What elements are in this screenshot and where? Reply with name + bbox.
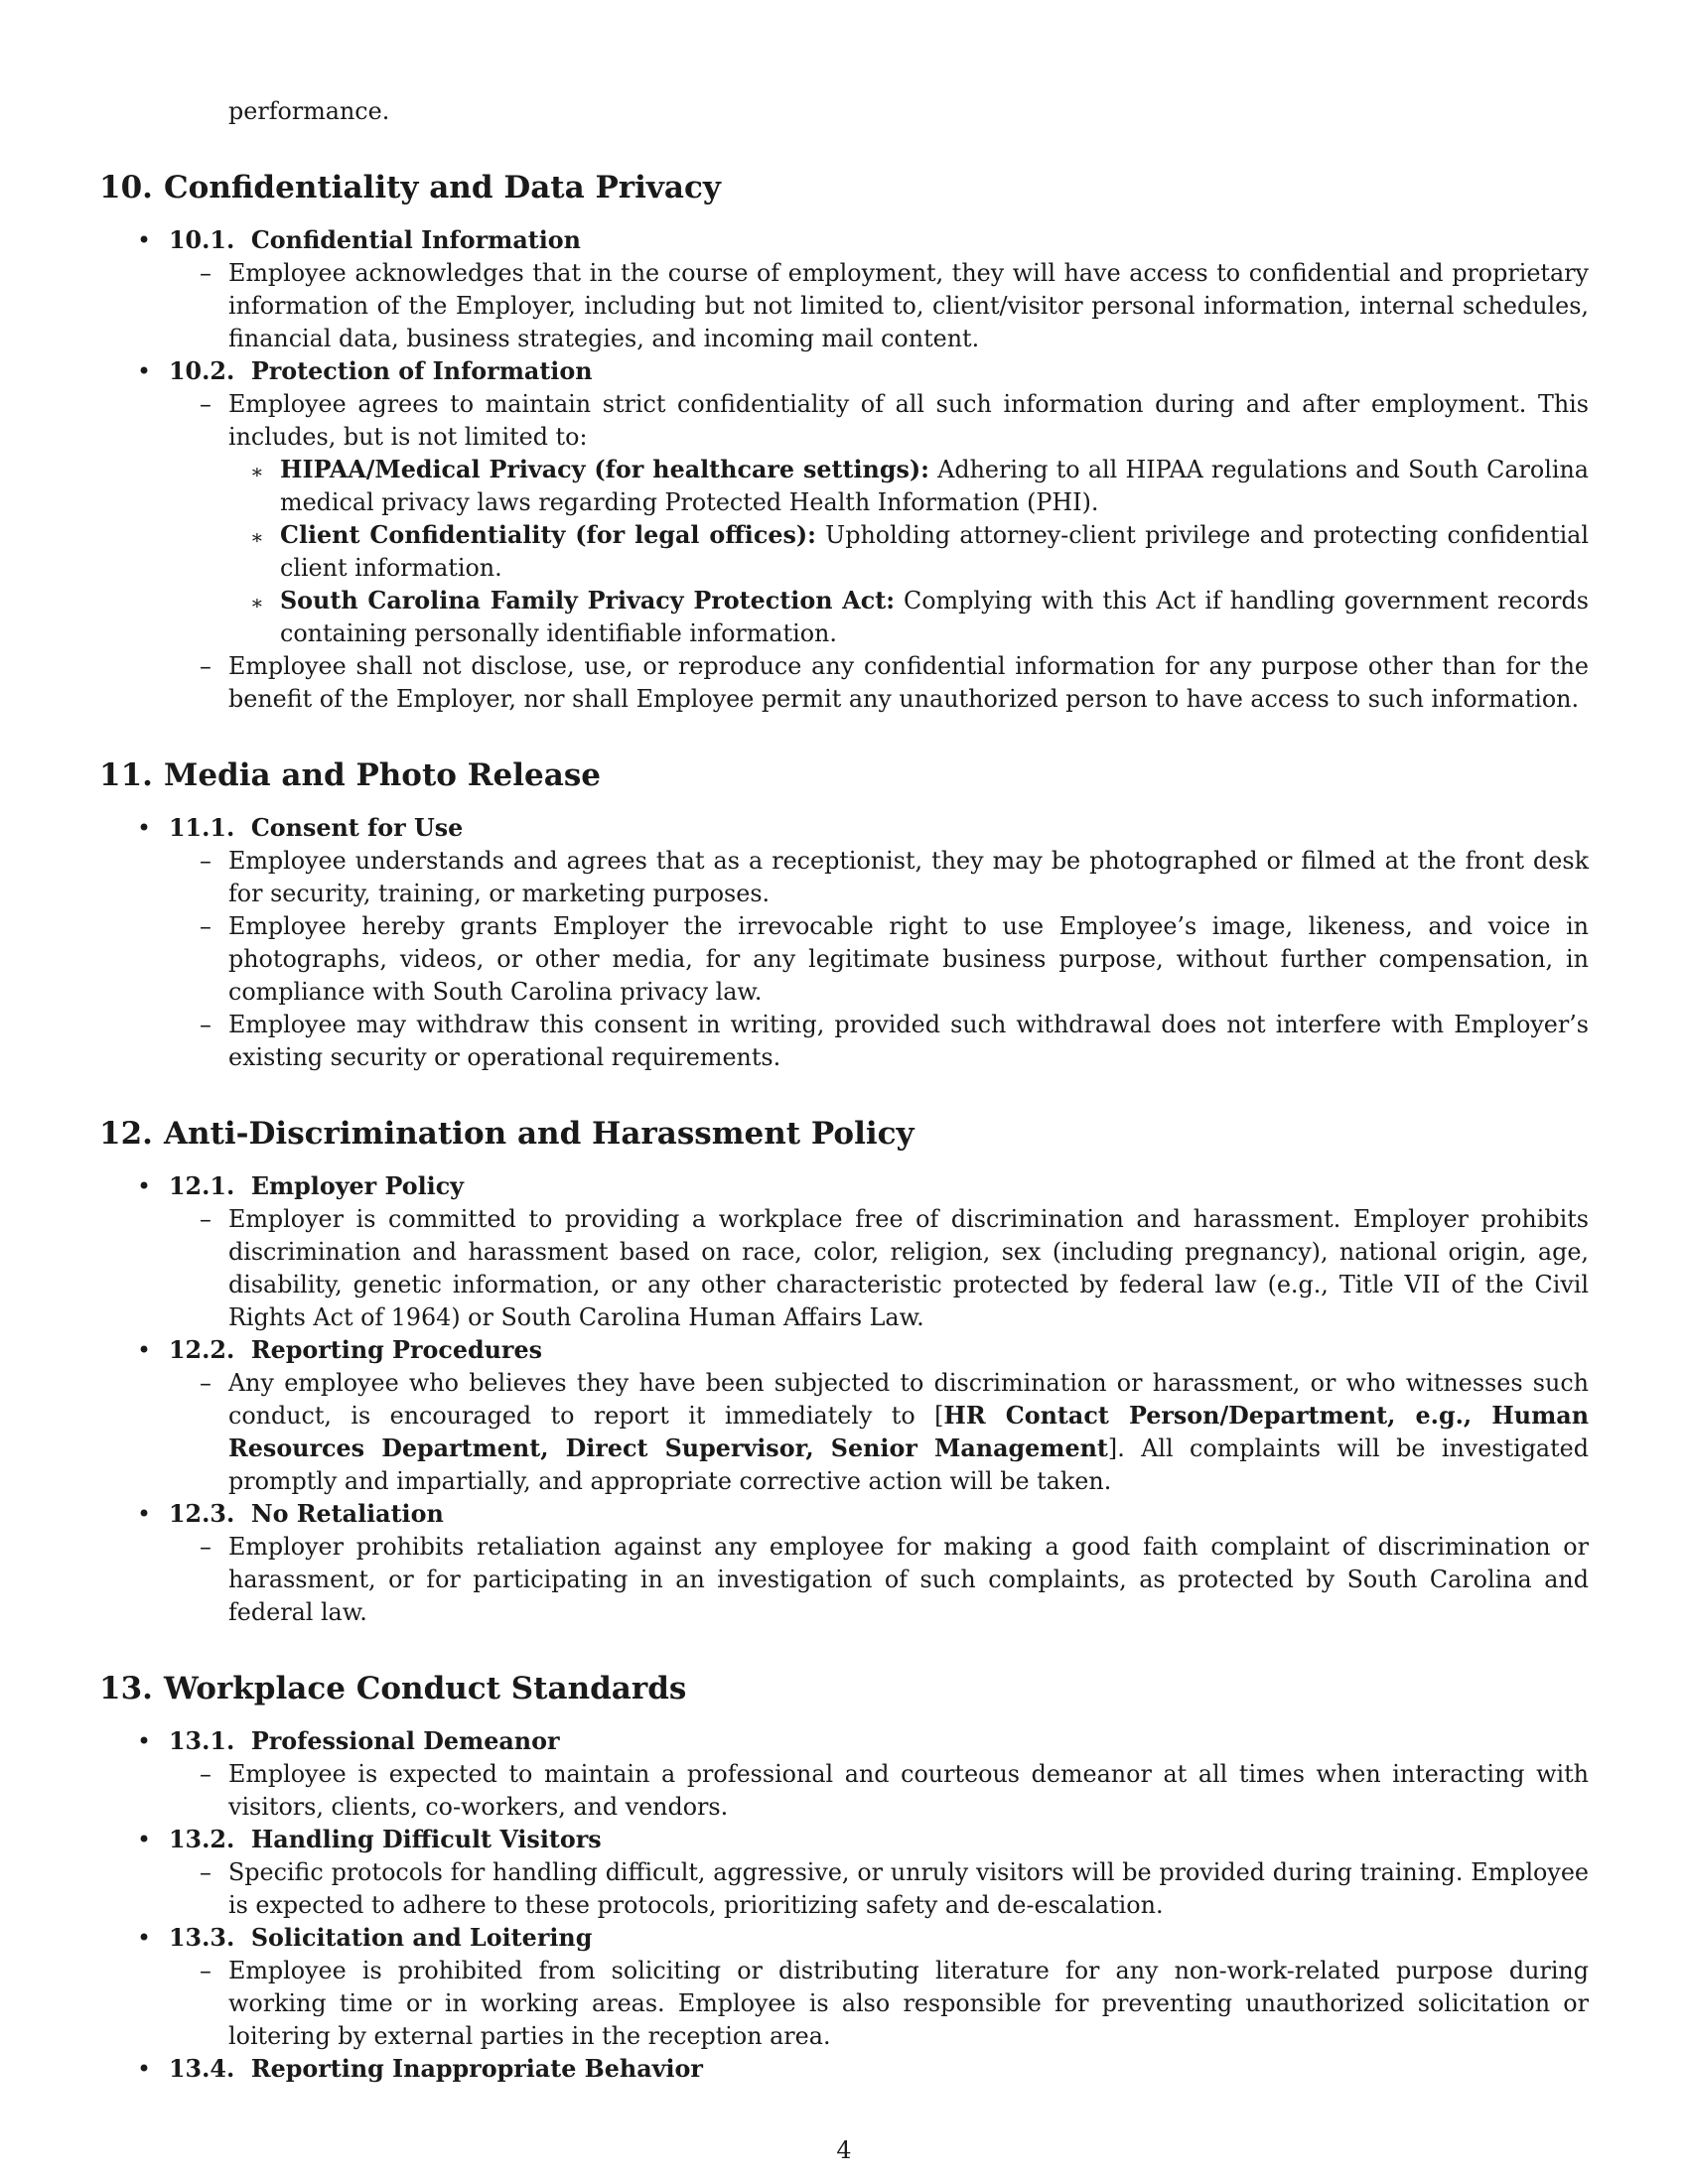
dash-icon: – (200, 1369, 211, 1397)
list-item: – Employee is expected to maintain a professional and courteous demeanor at all times when interacting with visitors, clients, co-workers, and vendors. (200, 1760, 1589, 1821)
dash-icon: – (200, 912, 211, 940)
sub-list-item: ∗ HIPAA/Medical Privacy (for healthcare settings): Adhering to all HIPAA regulations and South Carolina medical privacy laws regarding Protected Health Information (PHI). (250, 456, 1589, 516)
section-heading: 13. Workplace Conduct Standards (99, 1671, 687, 1706)
dash-icon: – (200, 1858, 211, 1886)
list-item: – Employee acknowledges that in the course of employment, they will have access to confidential and proprietary information of the Employer, including but not limited to, client/visitor personal information, internal schedules, financial data, business strategies, and incoming mail content. (200, 259, 1589, 352)
section-13 (99, 1668, 1589, 2086)
subsection-heading: 11.1. Consent for Use (169, 814, 464, 842)
list-item: – Employee is prohibited from soliciting or distributing literature for any non-work-related purpose during working time or in working areas. Employee is also responsible for preventing unauthorized solicitation or loitering by external parties in the reception area. (200, 1957, 1589, 2050)
document-body (99, 95, 1589, 2086)
subsection-13-4 (99, 2053, 1589, 2086)
dash-icon: – (200, 847, 211, 875)
list-item: – Employer is committed to providing a workplace free of discrimination and harassment. Employer prohibits discrimination and harassment based on race, color, religion, sex (including pregnancy), national origin, age, disability, genetic information, or any other characteristic protected by federal law (e.g., Title VII of the Civil Rights Act of 1964) or South Carolina Human Affairs Law. (200, 1205, 1589, 1331)
subsection-heading: 10.1. Confidential Information (169, 226, 581, 254)
bullet-icon: • (137, 1500, 152, 1528)
bullet-icon: • (137, 1336, 152, 1364)
bullet-icon: • (137, 1826, 152, 1853)
subsection-heading: 13.1. Professional Demeanor (169, 1727, 560, 1755)
star-icon: ∗ (250, 525, 264, 549)
subsection-heading: 13.3. Solicitation and Loitering (169, 1924, 593, 1952)
subsection-10-1 (99, 224, 1589, 257)
bullet-icon: • (137, 2055, 152, 2083)
list-item: – Employee agrees to maintain strict confidentiality of all such information during and after employment. This includes, but is not limited to: (200, 390, 1589, 451)
list-item: – Specific protocols for handling difficult, aggressive, or unruly visitors will be provided during training. Employee is expected to adhere to these protocols, prioritizing safety and de-escalation. (200, 1858, 1589, 1919)
subsection-13-2 (99, 1824, 1589, 1856)
dash-icon: – (200, 1205, 211, 1233)
bullet-icon: • (137, 1727, 152, 1755)
subsection-13-3 (99, 1922, 1589, 1955)
dash-icon: – (200, 259, 211, 287)
subsection-heading: 12.3. No Retaliation (169, 1500, 444, 1528)
list-item: – Any employee who believes they have been subjected to discrimination or harassment, or who witnesses such conduct, is encouraged to report it immediately to [HR Contact Person/Department, e.g., Human Resources Department, Direct Supervisor, Senior Management]. All complaints will be investigated promptly and impartially, and appropriate corrective action will be taken. (200, 1369, 1589, 1495)
dash-icon: – (200, 652, 211, 680)
section-heading: 12. Anti-Discrimination and Harassment Policy (99, 1116, 914, 1152)
dash-icon: – (200, 390, 211, 418)
star-icon: ∗ (250, 460, 264, 483)
dash-icon: – (200, 1760, 211, 1788)
list-item: – Employee shall not disclose, use, or reproduce any confidential information for any purpose other than for the benefit of the Employer, nor shall Employee permit any unauthorized person to have access to such information. (200, 652, 1589, 713)
subsection-heading: 12.2. Reporting Procedures (169, 1336, 543, 1364)
list-item: – Employee hereby grants Employer the irrevocable right to use Employee’s image, likeness, and voice in photographs, videos, or other media, for any legitimate business purpose, without further compensation, in compliance with South Carolina privacy law. (200, 912, 1589, 1006)
subsection-12-1 (99, 1170, 1589, 1203)
section-12 (99, 1113, 1589, 1629)
dash-icon: – (200, 1533, 211, 1561)
page-number: 4 (836, 2136, 852, 2164)
subsection-12-2 (99, 1334, 1589, 1367)
subsection-heading: 13.4. Reporting Inappropriate Behavior (169, 2055, 703, 2083)
subsection-10-2 (99, 355, 1589, 388)
subsection-heading: 13.2. Handling Difficult Visitors (169, 1826, 602, 1853)
section-heading: 11. Media and Photo Release (99, 757, 602, 793)
section-11 (99, 754, 1589, 1074)
bullet-icon: • (137, 357, 152, 385)
subsection-heading: 10.2. Protection of Information (169, 357, 593, 385)
bullet-icon: • (137, 1172, 152, 1200)
subsection-heading: 12.1. Employer Policy (169, 1172, 465, 1200)
list-item: – Employee understands and agrees that as a receptionist, they may be photographed or filmed at the front desk for security, training, or marketing purposes. (200, 847, 1589, 907)
dash-icon: – (200, 1957, 211, 1984)
list-item: – Employer prohibits retaliation against any employee for making a good faith complaint of discrimination or harassment, or for participating in an investigation of such complaints, as protected by South Carolina and federal law. (200, 1533, 1589, 1626)
sub-list-item: ∗ South Carolina Family Privacy Protection Act: Complying with this Act if handling government records containing personally identifiable information. (250, 587, 1589, 647)
star-icon: ∗ (250, 591, 264, 614)
subsection-12-3 (99, 1498, 1589, 1531)
continuation-text: performance. (228, 97, 390, 125)
bullet-icon: • (137, 814, 152, 842)
list-item: – Employee may withdraw this consent in writing, provided such withdrawal does not interfere with Employer’s existing security or operational requirements. (200, 1011, 1589, 1071)
bullet-icon: • (137, 1924, 152, 1952)
subsection-11-1 (99, 812, 1589, 845)
dash-icon: – (200, 1011, 211, 1038)
section-10 (99, 167, 1589, 716)
bullet-icon: • (137, 226, 152, 254)
subsection-13-1 (99, 1725, 1589, 1758)
section-heading: 10. Confidentiality and Data Privacy (99, 170, 721, 205)
sub-list-item: ∗ Client Confidentiality (for legal offices): Upholding attorney-client privilege and protecting confidential client information. (250, 521, 1589, 582)
